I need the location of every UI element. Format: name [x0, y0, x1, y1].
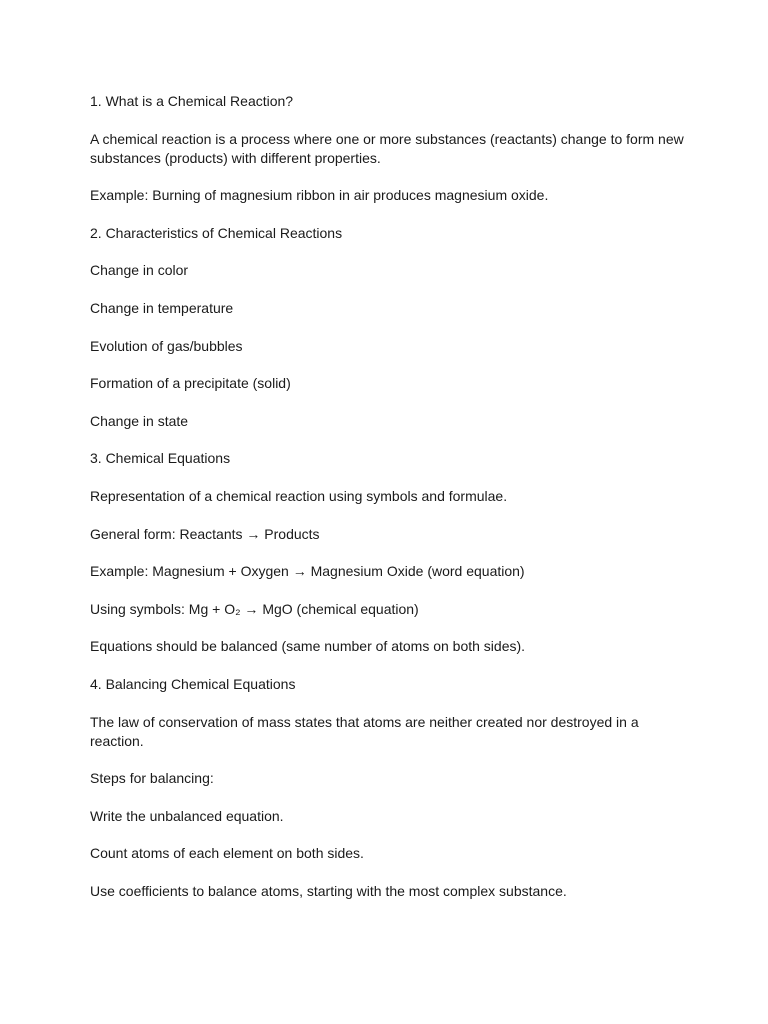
- list-item-temperature: Change in temperature: [90, 299, 234, 316]
- paragraph-conservation-law: The law of conservation of mass states that atoms are neither created nor destroyed in a reaction.: [90, 713, 639, 749]
- paragraph-representation: Representation of a chemical reaction using symbols and formulae.: [90, 487, 508, 504]
- document-body: [90, 92, 690, 919]
- list-item-state: Change in state: [90, 412, 189, 429]
- paragraph-example: Example: Burning of magnesium ribbon in air produces magnesium oxide.: [90, 187, 549, 204]
- step-use-coefficients: Use coefficients to balance atoms, starting with the most complex substance.: [90, 882, 567, 899]
- section-heading-2: 2. Characteristics of Chemical Reactions: [90, 224, 343, 241]
- list-item-gas: Evolution of gas/bubbles: [90, 337, 243, 354]
- paragraph-chemical-equation: Using symbols: Mg + O₂ → MgO (chemical equation): [90, 600, 419, 617]
- paragraph-general-form: General form: Reactants → Products: [90, 525, 320, 542]
- list-item-precipitate: Formation of a precipitate (solid): [90, 375, 291, 392]
- step-count-atoms: Count atoms of each element on both sides.: [90, 845, 364, 862]
- paragraph-word-equation: Example: Magnesium + Oxygen → Magnesium Oxide (word equation): [90, 563, 525, 580]
- paragraph-definition: A chemical reaction is a process where one or more substances (reactants) change to form new substances (products) with different properties.: [90, 130, 684, 166]
- paragraph-balanced-note: Equations should be balanced (same number of atoms on both sides).: [90, 638, 526, 655]
- section-heading-1: 1. What is a Chemical Reaction?: [90, 93, 294, 109]
- list-item-color: Change in color: [90, 262, 189, 279]
- section-heading-4: 4. Balancing Chemical Equations: [90, 675, 296, 692]
- step-write-equation: Write the unbalanced equation.: [90, 807, 284, 824]
- section-heading-3: 3. Chemical Equations: [90, 450, 231, 467]
- paragraph-steps-intro: Steps for balancing:: [90, 770, 214, 787]
